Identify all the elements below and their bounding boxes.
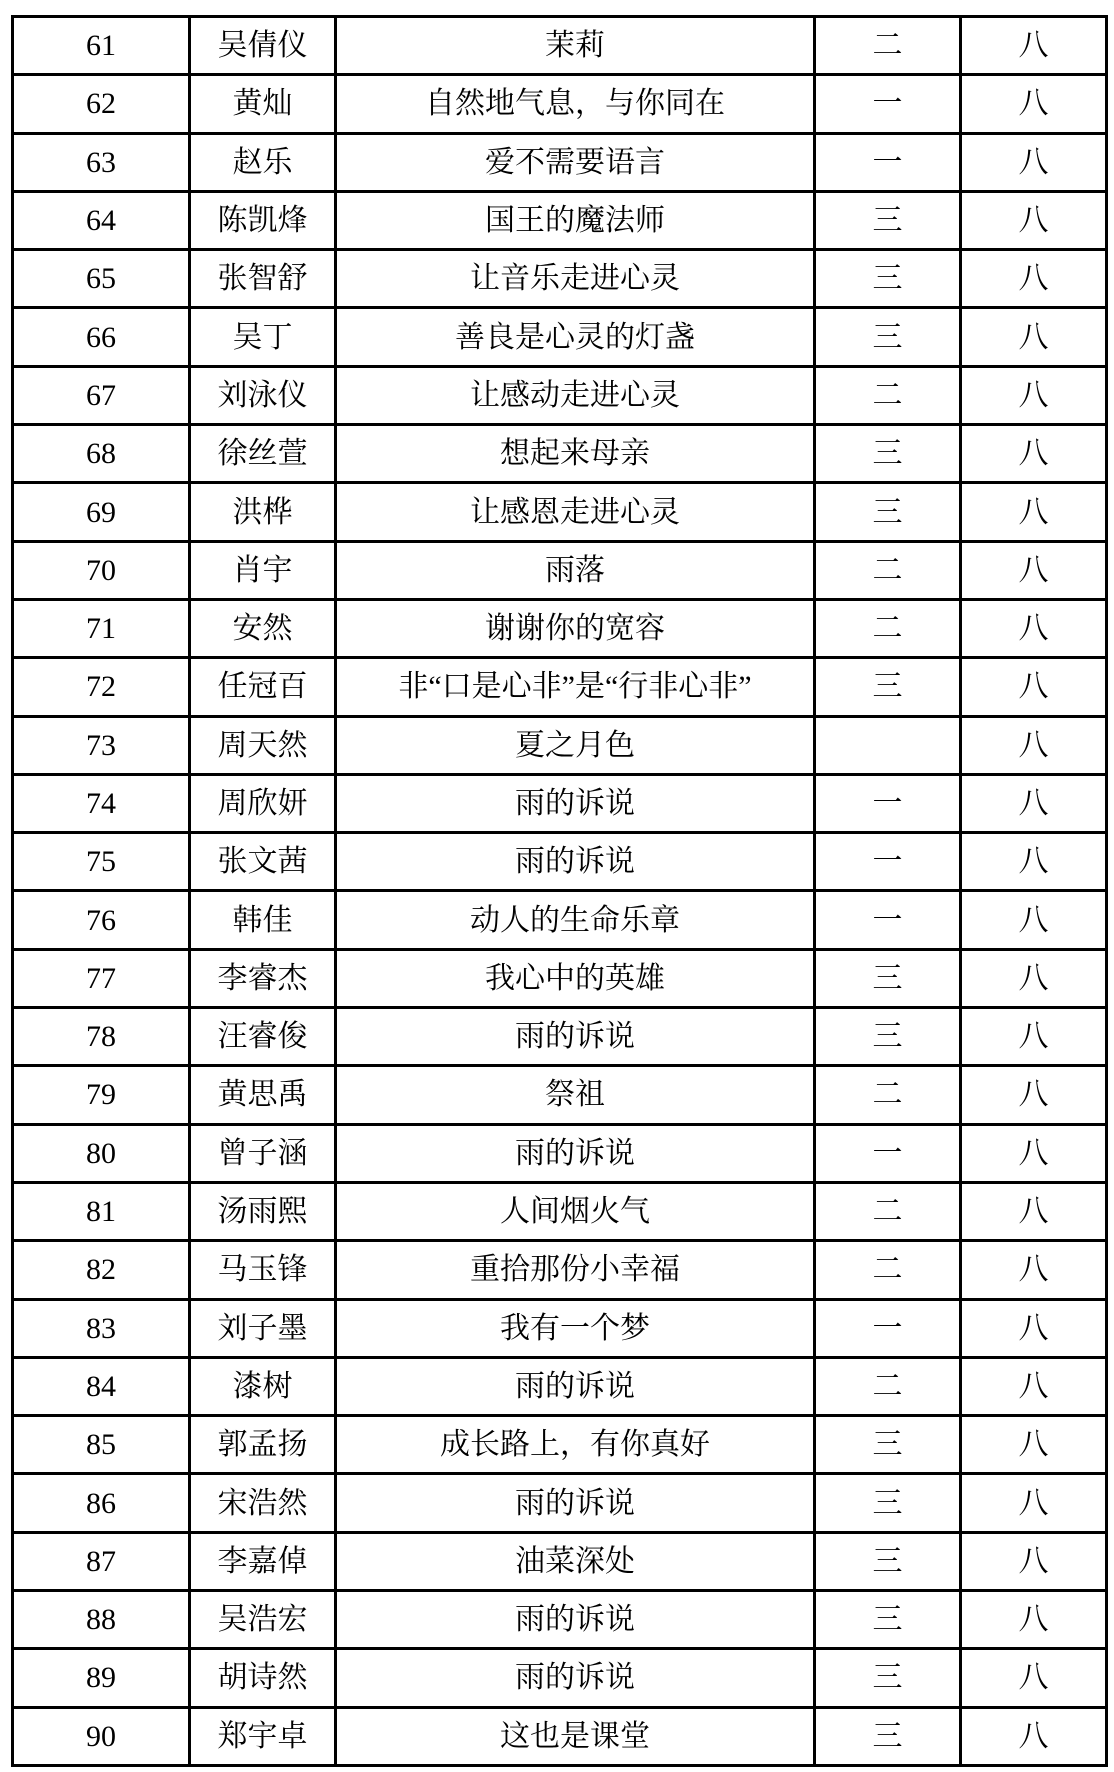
- level-cell: [815, 716, 961, 774]
- title-cell: 想起来母亲: [336, 425, 815, 483]
- level-cell: 二: [815, 1241, 961, 1299]
- table-row: [13, 1299, 1107, 1357]
- level-cell: 三: [815, 1707, 961, 1765]
- row-number-cell: 81: [13, 1182, 190, 1240]
- table-row: [13, 774, 1107, 832]
- title-cell: 重拾那份小幸福: [336, 1241, 815, 1299]
- row-number-cell: 83: [13, 1299, 190, 1357]
- grade-cell: 八: [961, 1299, 1107, 1357]
- row-number-cell: 84: [13, 1357, 190, 1415]
- table-row: [13, 308, 1107, 366]
- name-cell: 汤雨熙: [190, 1182, 336, 1240]
- level-cell: 一: [815, 1299, 961, 1357]
- table-row: [13, 1532, 1107, 1590]
- name-cell: 马玉锋: [190, 1241, 336, 1299]
- row-number-cell: 71: [13, 599, 190, 657]
- table-row: [13, 949, 1107, 1007]
- row-number-cell: 64: [13, 191, 190, 249]
- row-number-cell: 61: [13, 17, 190, 75]
- table-row: [13, 833, 1107, 891]
- level-cell: 三: [815, 1532, 961, 1590]
- level-cell: 一: [815, 133, 961, 191]
- grade-cell: 八: [961, 366, 1107, 424]
- grade-cell: 八: [961, 1241, 1107, 1299]
- table-row: [13, 191, 1107, 249]
- grade-cell: 八: [961, 17, 1107, 75]
- grade-cell: 八: [961, 1591, 1107, 1649]
- grade-cell: 八: [961, 483, 1107, 541]
- name-cell: 吴倩仪: [190, 17, 336, 75]
- level-cell: 一: [815, 833, 961, 891]
- table-row: [13, 599, 1107, 657]
- title-cell: 雨的诉说: [336, 774, 815, 832]
- level-cell: 三: [815, 1416, 961, 1474]
- table-row: [13, 1008, 1107, 1066]
- level-cell: 二: [815, 17, 961, 75]
- level-cell: 二: [815, 1357, 961, 1415]
- grade-cell: 八: [961, 774, 1107, 832]
- table-row: [13, 658, 1107, 716]
- name-cell: 汪睿俊: [190, 1008, 336, 1066]
- level-cell: 一: [815, 891, 961, 949]
- title-cell: 茉莉: [336, 17, 815, 75]
- table-row: [13, 1416, 1107, 1474]
- table-row: [13, 1591, 1107, 1649]
- name-cell: 漆树: [190, 1357, 336, 1415]
- level-cell: 二: [815, 1066, 961, 1124]
- grade-cell: 八: [961, 1182, 1107, 1240]
- table-row: [13, 1182, 1107, 1240]
- level-cell: 一: [815, 1124, 961, 1182]
- grade-cell: 八: [961, 716, 1107, 774]
- title-cell: 人间烟火气: [336, 1182, 815, 1240]
- grade-cell: 八: [961, 949, 1107, 1007]
- row-number-cell: 88: [13, 1591, 190, 1649]
- title-cell: 夏之月色: [336, 716, 815, 774]
- name-cell: 赵乐: [190, 133, 336, 191]
- row-number-cell: 87: [13, 1532, 190, 1590]
- table-row: [13, 483, 1107, 541]
- table-row: [13, 1066, 1107, 1124]
- row-number-cell: 82: [13, 1241, 190, 1299]
- grade-cell: 八: [961, 541, 1107, 599]
- level-cell: 二: [815, 366, 961, 424]
- grade-cell: 八: [961, 250, 1107, 308]
- table-row: [13, 250, 1107, 308]
- title-cell: 国王的魔法师: [336, 191, 815, 249]
- table-row: [13, 1707, 1107, 1765]
- title-cell: 雨落: [336, 541, 815, 599]
- title-cell: 我有一个梦: [336, 1299, 815, 1357]
- name-cell: 肖宇: [190, 541, 336, 599]
- title-cell: 雨的诉说: [336, 1591, 815, 1649]
- grade-cell: 八: [961, 191, 1107, 249]
- level-cell: 三: [815, 949, 961, 1007]
- grade-cell: 八: [961, 1707, 1107, 1765]
- row-number-cell: 69: [13, 483, 190, 541]
- name-cell: 黄灿: [190, 75, 336, 133]
- grade-cell: 八: [961, 308, 1107, 366]
- table-row: [13, 366, 1107, 424]
- row-number-cell: 85: [13, 1416, 190, 1474]
- level-cell: 三: [815, 1591, 961, 1649]
- name-cell: 安然: [190, 599, 336, 657]
- grade-cell: 八: [961, 1649, 1107, 1707]
- name-cell: 周欣妍: [190, 774, 336, 832]
- title-cell: 让感恩走进心灵: [336, 483, 815, 541]
- name-cell: 陈凯烽: [190, 191, 336, 249]
- name-cell: 任冠百: [190, 658, 336, 716]
- title-cell: 雨的诉说: [336, 833, 815, 891]
- row-number-cell: 90: [13, 1707, 190, 1765]
- grade-cell: 八: [961, 1416, 1107, 1474]
- row-number-cell: 73: [13, 716, 190, 774]
- title-cell: 雨的诉说: [336, 1649, 815, 1707]
- level-cell: 三: [815, 1649, 961, 1707]
- level-cell: 三: [815, 483, 961, 541]
- table-row: [13, 1241, 1107, 1299]
- level-cell: 一: [815, 774, 961, 832]
- title-cell: 成长路上，有你真好: [336, 1416, 815, 1474]
- title-cell: 让感动走进心灵: [336, 366, 815, 424]
- grade-cell: 八: [961, 1124, 1107, 1182]
- grade-cell: 八: [961, 833, 1107, 891]
- table-row: [13, 17, 1107, 75]
- grade-cell: 八: [961, 75, 1107, 133]
- table-body: [13, 17, 1107, 1766]
- name-cell: 郑宇卓: [190, 1707, 336, 1765]
- level-cell: 三: [815, 1008, 961, 1066]
- name-cell: 吴浩宏: [190, 1591, 336, 1649]
- name-cell: 刘子墨: [190, 1299, 336, 1357]
- level-cell: 三: [815, 425, 961, 483]
- grade-cell: 八: [961, 1532, 1107, 1590]
- name-cell: 吴丁: [190, 308, 336, 366]
- level-cell: 二: [815, 599, 961, 657]
- name-cell: 黄思禹: [190, 1066, 336, 1124]
- name-cell: 郭孟扬: [190, 1416, 336, 1474]
- level-cell: 一: [815, 75, 961, 133]
- title-cell: 雨的诉说: [336, 1008, 815, 1066]
- name-cell: 洪桦: [190, 483, 336, 541]
- grade-cell: 八: [961, 891, 1107, 949]
- row-number-cell: 65: [13, 250, 190, 308]
- student-title-table: [11, 15, 1108, 1767]
- grade-cell: 八: [961, 658, 1107, 716]
- name-cell: 周天然: [190, 716, 336, 774]
- row-number-cell: 80: [13, 1124, 190, 1182]
- title-cell: 动人的生命乐章: [336, 891, 815, 949]
- name-cell: 李睿杰: [190, 949, 336, 1007]
- grade-cell: 八: [961, 425, 1107, 483]
- table-row: [13, 1357, 1107, 1415]
- level-cell: 三: [815, 250, 961, 308]
- row-number-cell: 74: [13, 774, 190, 832]
- table-row: [13, 716, 1107, 774]
- row-number-cell: 72: [13, 658, 190, 716]
- name-cell: 李嘉倬: [190, 1532, 336, 1590]
- row-number-cell: 76: [13, 891, 190, 949]
- name-cell: 宋浩然: [190, 1474, 336, 1532]
- level-cell: 三: [815, 1474, 961, 1532]
- row-number-cell: 79: [13, 1066, 190, 1124]
- grade-cell: 八: [961, 1008, 1107, 1066]
- grade-cell: 八: [961, 1357, 1107, 1415]
- level-cell: 二: [815, 541, 961, 599]
- row-number-cell: 77: [13, 949, 190, 1007]
- row-number-cell: 62: [13, 75, 190, 133]
- title-cell: 雨的诉说: [336, 1124, 815, 1182]
- grade-cell: 八: [961, 133, 1107, 191]
- table-row: [13, 133, 1107, 191]
- row-number-cell: 63: [13, 133, 190, 191]
- table-row: [13, 891, 1107, 949]
- title-cell: 爱不需要语言: [336, 133, 815, 191]
- name-cell: 张智舒: [190, 250, 336, 308]
- level-cell: 三: [815, 658, 961, 716]
- row-number-cell: 68: [13, 425, 190, 483]
- grade-cell: 八: [961, 1474, 1107, 1532]
- title-cell: 油菜深处: [336, 1532, 815, 1590]
- name-cell: 韩佳: [190, 891, 336, 949]
- table-row: [13, 1124, 1107, 1182]
- title-cell: 雨的诉说: [336, 1357, 815, 1415]
- title-cell: 自然地气息，与你同在: [336, 75, 815, 133]
- title-cell: 我心中的英雄: [336, 949, 815, 1007]
- table-row: [13, 425, 1107, 483]
- name-cell: 曾子涵: [190, 1124, 336, 1182]
- row-number-cell: 66: [13, 308, 190, 366]
- title-cell: 这也是课堂: [336, 1707, 815, 1765]
- name-cell: 徐丝萱: [190, 425, 336, 483]
- title-cell: 谢谢你的宽容: [336, 599, 815, 657]
- row-number-cell: 89: [13, 1649, 190, 1707]
- name-cell: 刘泳仪: [190, 366, 336, 424]
- row-number-cell: 67: [13, 366, 190, 424]
- row-number-cell: 75: [13, 833, 190, 891]
- table-row: [13, 1649, 1107, 1707]
- title-cell: 善良是心灵的灯盏: [336, 308, 815, 366]
- table-row: [13, 1474, 1107, 1532]
- level-cell: 三: [815, 308, 961, 366]
- row-number-cell: 70: [13, 541, 190, 599]
- row-number-cell: 86: [13, 1474, 190, 1532]
- document-page: [11, 15, 1105, 1764]
- table-row: [13, 75, 1107, 133]
- title-cell: 祭祖: [336, 1066, 815, 1124]
- title-cell: 雨的诉说: [336, 1474, 815, 1532]
- title-cell: 让音乐走进心灵: [336, 250, 815, 308]
- name-cell: 胡诗然: [190, 1649, 336, 1707]
- table-row: [13, 541, 1107, 599]
- level-cell: 三: [815, 191, 961, 249]
- name-cell: 张文茜: [190, 833, 336, 891]
- grade-cell: 八: [961, 1066, 1107, 1124]
- level-cell: 二: [815, 1182, 961, 1240]
- grade-cell: 八: [961, 599, 1107, 657]
- title-cell: 非“口是心非”是“行非心非”: [336, 658, 815, 716]
- row-number-cell: 78: [13, 1008, 190, 1066]
